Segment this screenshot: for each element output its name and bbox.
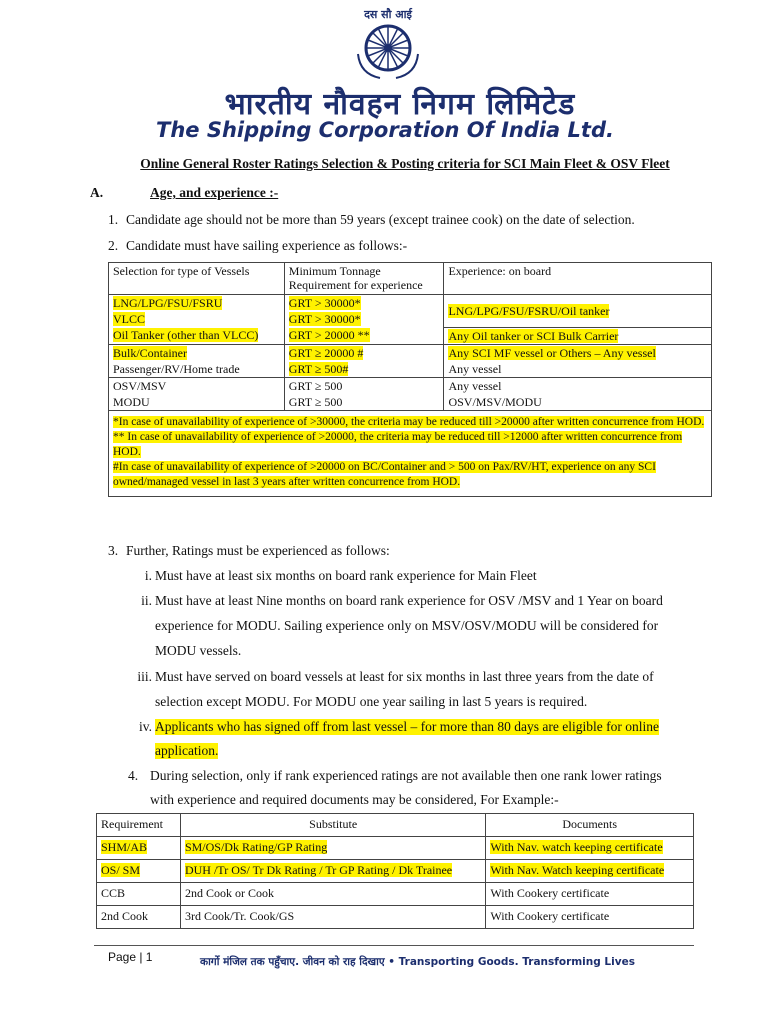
item-1-text: Candidate age should not be more than 59 years (except trainee cook) on the date of selection.	[126, 212, 635, 227]
table-cell: Any vessel	[444, 377, 712, 394]
table-cell: GRT ≥ 500#	[288, 361, 349, 376]
table-cell: CCB	[97, 883, 181, 906]
logo-text: दस सौ आई	[364, 8, 412, 21]
table-cell: SM/OS/Dk Rating/GP Rating	[184, 840, 328, 854]
footer-tagline: कार्गो मंजिल तक पहुँचाए. जीवन को राह दिखाए • Transporting Goods. Transforming Lives	[200, 956, 635, 968]
item-3-text: Further, Ratings must be experienced as follows:	[126, 543, 390, 558]
item-1-number: 1.	[108, 212, 119, 227]
table-header: Substitute	[180, 814, 485, 837]
item-2-number: 2.	[108, 238, 119, 253]
table-cell: GRT ≥ 500	[284, 394, 444, 411]
section-a-label: A.	[90, 185, 104, 200]
table-cell: DUH /Tr OS/ Tr Dk Rating / Tr GP Rating / Dk Trainee	[184, 863, 453, 877]
sub-item-line: Must have at least Nine months on board rank experience for OSV /MSV and 1 Year on board	[155, 593, 663, 608]
table-cell: OSV/MSV/MODU	[444, 394, 712, 411]
table-row	[109, 361, 712, 378]
item-2-text: Candidate must have sailing experience as follows:-	[126, 238, 408, 253]
table-row	[109, 344, 712, 361]
table-cell: With Nav. watch keeping certificate	[490, 840, 663, 854]
table-row	[109, 394, 712, 411]
table-cell: 2nd Cook	[97, 906, 181, 929]
table-cell: GRT ≥ 500	[284, 377, 444, 394]
note-1: *In case of unavailability of experience of >30000, the criteria may be reduced till >20000 after written concurrence from HOD.	[113, 415, 705, 428]
table-header: Experience: on board	[444, 263, 712, 295]
table-row	[97, 837, 694, 860]
sub-item-line: Must have at least six months on board rank experience for Main Fleet	[155, 568, 537, 583]
note-2: ** In case of unavailability of experience of >20000, the criteria may be reduced till >12000 after written concurrence from HOD.	[113, 430, 683, 458]
sub-item-line: Applicants who has signed off from last vessel – for more than 80 days are eligible for online	[155, 719, 660, 734]
table-cell: With Nav. Watch keeping certificate	[490, 863, 665, 877]
table-cell: Any Oil tanker or SCI Bulk Carrier	[448, 328, 619, 343]
sub-item-number: i.	[144, 568, 152, 583]
sub-item-line: MODU vessels.	[155, 643, 242, 658]
table-cell: MODU	[109, 394, 285, 411]
company-name-english: The Shipping Corporation Of India Ltd.	[156, 118, 614, 142]
table-cell: GRT > 30000*	[288, 312, 361, 326]
item-4-line: with experience and required documents may be considered, For Example:-	[150, 792, 559, 807]
table-cell: Bulk/Container	[113, 345, 187, 360]
table-cell: OSV/MSV	[109, 377, 285, 394]
vessel-experience-table	[108, 262, 712, 497]
section-a-heading: Age, and experience :-	[150, 185, 279, 200]
sub-item-line: Must have served on board vessels at least for six months in last three years from the date of	[155, 669, 654, 684]
table-header: Minimum Tonnage Requirement for experience	[284, 263, 444, 295]
table-cell: With Cookery certificate	[486, 883, 694, 906]
item-3-number: 3.	[108, 543, 119, 558]
table-cell: Any SCI MF vessel or Others – Any vessel	[448, 345, 656, 360]
table-cell: GRT ≥ 20000 #	[288, 345, 364, 360]
page-number: Page | 1	[108, 950, 153, 964]
table-cell: With Cookery certificate	[486, 906, 694, 929]
table-row	[109, 295, 712, 312]
sci-logo	[338, 4, 438, 82]
table-cell: OS/ SM	[101, 863, 141, 877]
table-cell: GRT > 20000 **	[288, 328, 370, 342]
table-cell: LNG/LPG/FSU/FSRU/Oil tanker	[448, 303, 610, 318]
table-header: Requirement	[97, 814, 181, 837]
sub-item-line: selection except MODU. For MODU one year sailing in last 5 years is required.	[155, 694, 588, 709]
footer-divider	[94, 945, 694, 946]
table-cell: GRT > 30000*	[288, 296, 361, 310]
table-cell: VLCC	[113, 312, 146, 326]
substitute-ratings-table	[96, 813, 694, 929]
table-cell: LNG/LPG/FSU/FSRU	[113, 296, 223, 310]
table-cell: 2nd Cook or Cook	[180, 883, 485, 906]
sub-item-number: iii.	[137, 669, 152, 684]
table-row	[97, 883, 694, 906]
table-cell: 3rd Cook/Tr. Cook/GS	[180, 906, 485, 929]
sub-item-line: experience for MODU. Sailing experience only on MSV/OSV/MODU will be considered for	[155, 618, 659, 633]
table-row	[109, 327, 712, 344]
table-cell: Passenger/RV/Home trade	[109, 361, 285, 378]
table-row	[97, 906, 694, 929]
table-header-row	[109, 263, 712, 295]
table-cell: Any vessel	[444, 361, 712, 378]
sub-item-line: application.	[155, 743, 219, 758]
note-3: #In case of unavailability of experience of >20000 on BC/Container and > 500 on Pax/RV/HT, experience on any SCI owned/managed vessel in last 3 years after written concurrence from HOD.	[113, 460, 656, 488]
table-row	[97, 860, 694, 883]
item-4-line: During selection, only if rank experienced ratings are not available then one rank lower ratings	[150, 768, 662, 783]
table-row	[109, 377, 712, 394]
table-cell: Oil Tanker (other than VLCC)	[113, 328, 259, 342]
document-title: Online General Roster Ratings Selection & Posting criteria for SCI Main Fleet & OSV Fleet	[140, 156, 670, 171]
table-header: Documents	[486, 814, 694, 837]
table-cell: SHM/AB	[101, 840, 148, 854]
table-header: Selection for type of Vessels	[109, 263, 285, 295]
table-header-row	[97, 814, 694, 837]
sub-item-number: ii.	[141, 593, 152, 608]
sub-item-number: iv.	[139, 719, 152, 734]
company-name-hindi: भारतीय नौवहन निगम लिमिटेड	[224, 87, 576, 122]
item-4-number: 4.	[128, 768, 139, 783]
table-notes-row	[109, 410, 712, 496]
